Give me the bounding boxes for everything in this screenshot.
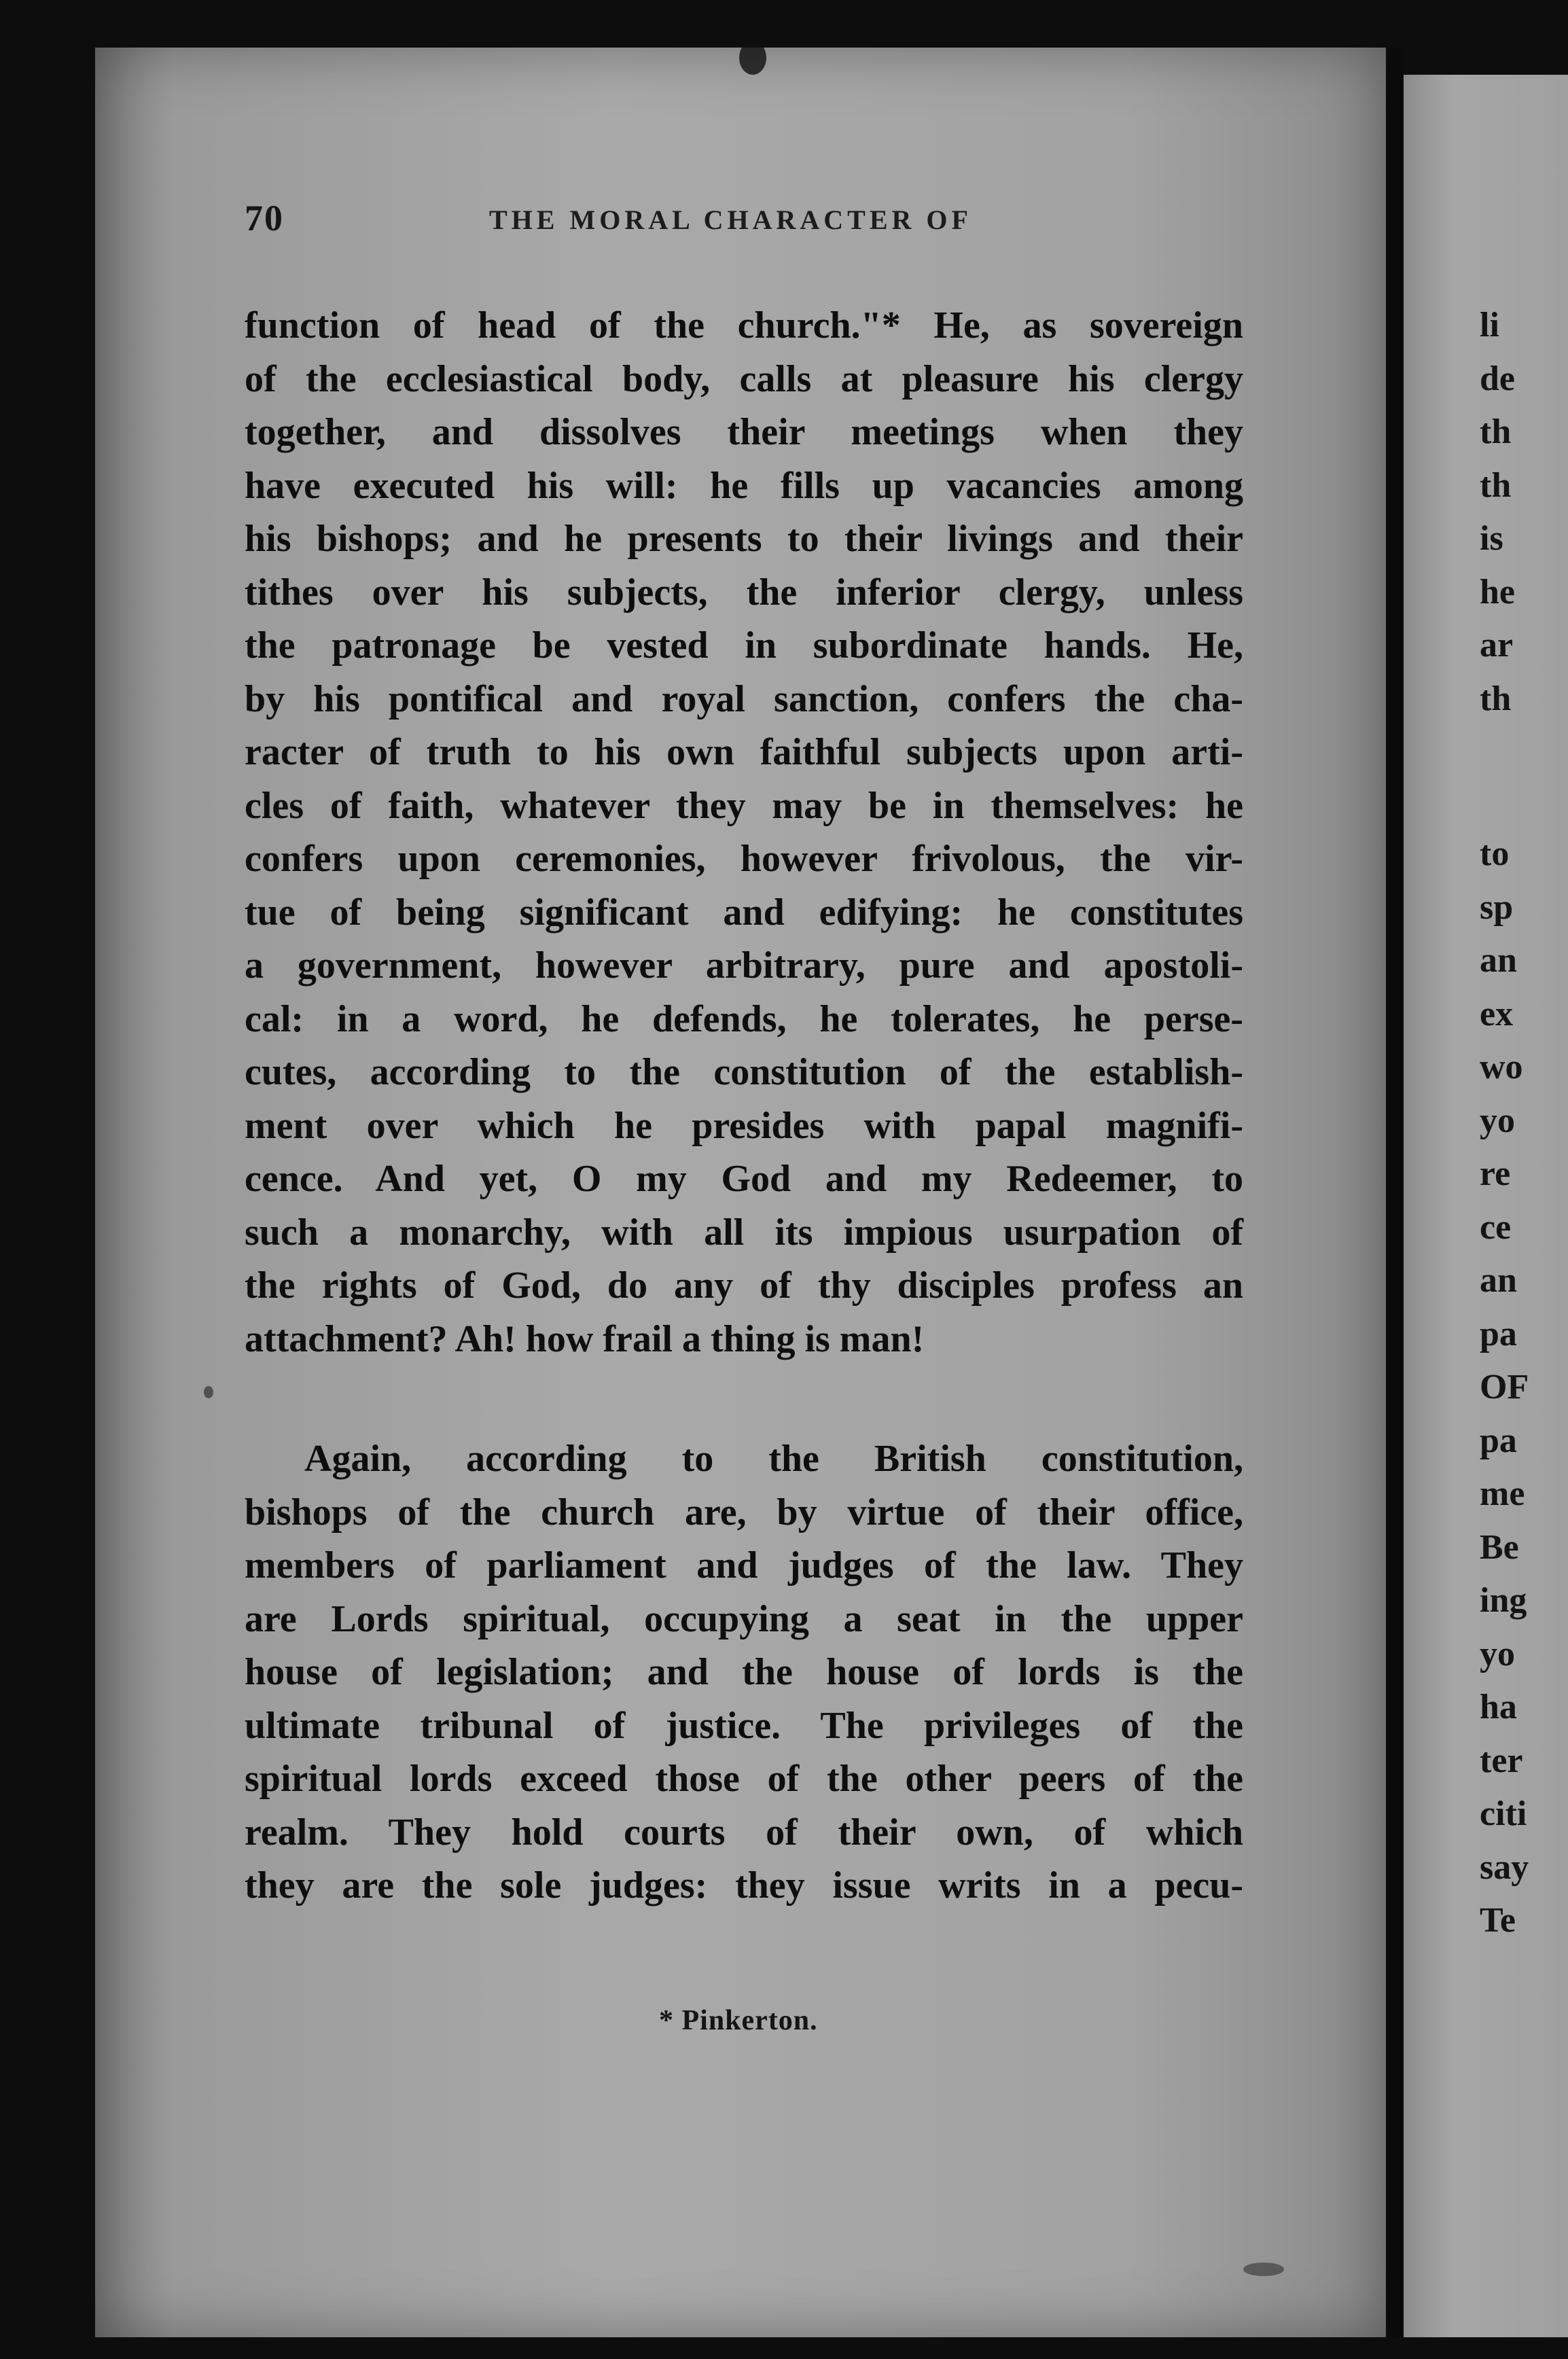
text-line: a government, however arbitrary, pure and apostoli- (245, 944, 1243, 987)
text-line: Again, according to the British constitution, (304, 1438, 1243, 1480)
text-line: are Lords spiritual, occupying a seat in the upper (245, 1597, 1243, 1640)
text-line: have executed his will: he fills up vacancies among (245, 464, 1243, 507)
scan-speck (204, 1386, 213, 1398)
text-line: his bishops; and he presents to their livings and their (245, 518, 1243, 560)
text-line: tithes over his subjects, the inferior clergy, unless (245, 571, 1243, 614)
facing-line: ha (1480, 1688, 1517, 1726)
facing-line: me (1480, 1474, 1525, 1513)
facing-line: is (1480, 519, 1503, 558)
facing-line: pa (1480, 1314, 1517, 1353)
text-line: the patronage be vested in subordinate hands. He, (245, 624, 1243, 667)
body-text (245, 299, 1243, 1913)
text-line: realm. They hold courts of their own, of which (245, 1811, 1243, 1854)
text-line: ment over which he presides with papal magnifi- (245, 1104, 1243, 1147)
facing-line: to (1480, 834, 1510, 873)
facing-line: pa (1480, 1421, 1517, 1460)
facing-line: th (1480, 412, 1512, 451)
facing-line: de (1480, 359, 1515, 398)
facing-line: th (1480, 679, 1512, 718)
facing-line: ter (1480, 1741, 1523, 1780)
scan-speck (1243, 2263, 1284, 2276)
text-line: cal: in a word, he defends, he tolerates, he perse- (245, 997, 1243, 1040)
facing-line: sp (1480, 887, 1514, 927)
facing-line: yo (1480, 1101, 1515, 1140)
footnote: * Pinkerton. (659, 2005, 818, 2036)
facing-page-text (1480, 299, 1529, 1948)
text-line: spiritual lords exceed those of the other peers of the (245, 1758, 1243, 1800)
facing-line: citi (1480, 1794, 1527, 1833)
facing-line: yo (1480, 1634, 1515, 1673)
facing-line: ce (1480, 1207, 1512, 1247)
text-line: members of parliament and judges of the law. They (245, 1544, 1243, 1586)
text-line: function of head of the church."* He, as sovereign (245, 304, 1243, 347)
text-line: attachment? Ah! how frail a thing is man! (245, 1317, 925, 1360)
facing-line: th (1480, 465, 1512, 505)
text-line: of the ecclesiastical body, calls at pleasure his clergy (245, 357, 1243, 400)
text-line: tue of being significant and edifying: he constitutes (245, 891, 1243, 934)
page-gutter (1386, 48, 1404, 2337)
text-line: cutes, according to the constitution of the establish- (245, 1051, 1243, 1093)
facing-line: ing (1480, 1581, 1527, 1620)
facing-line: ex (1480, 994, 1514, 1033)
facing-line: OF (1480, 1368, 1529, 1406)
facing-line: an (1480, 1261, 1517, 1300)
text-line: cence. And yet, O my God and my Redeemer, to (245, 1158, 1243, 1200)
page-number: 70 (245, 198, 284, 238)
text-line: house of legislation; and the house of lords is the (245, 1651, 1243, 1693)
running-head: THE MORAL CHARACTER OF (489, 205, 972, 235)
facing-line: re (1480, 1154, 1511, 1193)
text-line: by his pontifical and royal sanction, confers the cha- (245, 677, 1243, 720)
paragraph-gap (245, 1366, 1243, 1432)
paragraph-2 (245, 1432, 1243, 1913)
text-line: ultimate tribunal of justice. The privileges of the (245, 1704, 1243, 1747)
facing-line: he (1480, 572, 1515, 611)
paragraph-1 (245, 299, 1243, 1366)
facing-gap (1480, 726, 1529, 828)
page-header (245, 197, 1230, 251)
text-line: they are the sole judges: they issue writs in a pecu- (245, 1864, 1243, 1906)
facing-line: say (1480, 1847, 1529, 1887)
facing-line: li (1480, 306, 1499, 344)
scan-speck (739, 41, 766, 75)
facing-line: Te (1480, 1901, 1516, 1940)
facing-line: an (1480, 941, 1517, 980)
facing-line: ar (1480, 626, 1514, 664)
text-line: such a monarchy, with all its impious usurpation of (245, 1211, 1243, 1254)
text-line: the rights of God, do any of thy disciples profess an (245, 1264, 1243, 1307)
text-line: racter of truth to his own faithful subjects upon arti- (245, 731, 1243, 773)
text-line: together, and dissolves their meetings when they (245, 411, 1243, 453)
text-line: confers upon ceremonies, however frivolous, the vir- (245, 838, 1243, 880)
text-line: bishops of the church are, by virtue of their office, (245, 1491, 1243, 1533)
facing-line: wo (1480, 1048, 1523, 1086)
facing-line: Be (1480, 1527, 1519, 1567)
text-line: cles of faith, whatever they may be in themselves: he (245, 784, 1243, 827)
